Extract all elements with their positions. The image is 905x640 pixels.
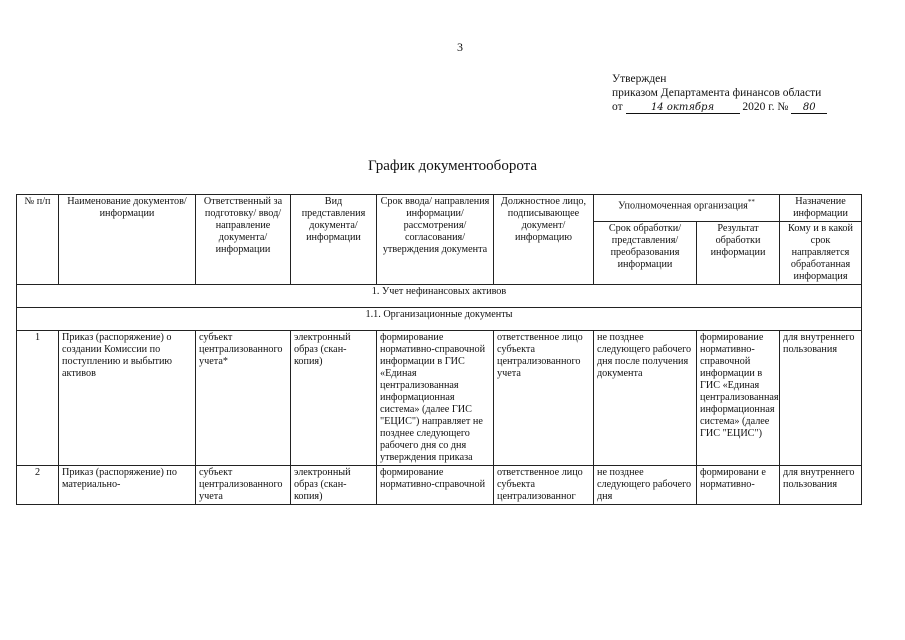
row-result: формирование нормативно-справочной информации в ГИС «Единая централизованная информационная система» (далее ГИС "ЕЦИС")	[697, 331, 780, 466]
handwritten-number: 80	[791, 102, 827, 114]
document-title: График документооборота	[367, 158, 538, 174]
row-name: Приказ (распоряжение) по материально-	[59, 466, 196, 505]
table-row	[17, 331, 862, 466]
section-title: 1. Учет нефинансовых активов	[17, 285, 862, 308]
approval-block	[612, 72, 827, 114]
row-recipient: для внутреннего пользования	[780, 331, 862, 466]
row-view: электронный образ (скан-копия)	[291, 466, 377, 505]
header-purpose: Назначение информации	[780, 195, 862, 222]
row-num: 2	[17, 466, 59, 505]
header-recipient: Кому и в какой срок направляется обработанная информация	[780, 222, 862, 285]
row-official: ответственное лицо субъекта централизованног	[494, 466, 594, 505]
row-official: ответственное лицо субъекта централизованного учета	[494, 331, 594, 466]
row-deadline: формирование нормативно-справочной информации в ГИС «Единая централизованная информационная система» (далее ГИС "ЕЦИС") направляет не позднее следующего рабочего дня со дня утверждения приказа	[377, 331, 494, 466]
row-processing-time: не позднее следующего рабочего дня после получения документа	[594, 331, 697, 466]
header-name: Наименование документов/ информации	[59, 195, 196, 285]
row-deadline: формирование нормативно-справочной	[377, 466, 494, 505]
header-auth-org-mark: **	[747, 198, 755, 206]
row-responsible: субъект централизованного учета*	[196, 331, 291, 466]
row-responsible: субъект централизованного учета	[196, 466, 291, 505]
header-view: Вид представления документа/ информации	[291, 195, 377, 285]
row-processing-time: не позднее следующего рабочего дня	[594, 466, 697, 505]
header-deadline: Срок ввода/ направления информации/ рассмотрения/ согласования/ утверждения документа	[377, 195, 494, 285]
header-auth-org	[594, 195, 780, 222]
date-prefix: от	[612, 101, 623, 113]
subsection-row	[17, 308, 862, 331]
subsection-title: 1.1. Организационные документы	[17, 308, 862, 331]
row-num: 1	[17, 331, 59, 466]
header-row-1	[17, 195, 862, 222]
header-responsible: Ответственный за подготовку/ ввод/ направление документа/ информации	[196, 195, 291, 285]
handwritten-date: 14 октября	[626, 102, 740, 114]
row-view: электронный образ (скан-копия)	[291, 331, 377, 466]
date-suffix: 2020 г. №	[742, 101, 789, 113]
section-row	[17, 285, 862, 308]
header-result: Результат обработки информации	[697, 222, 780, 285]
table-row	[17, 466, 862, 505]
approval-line-2: приказом Департамента финансов области	[612, 87, 822, 99]
approval-date-line	[612, 100, 827, 114]
page-number: 3	[457, 40, 463, 54]
row-name: Приказ (распоряжение) о создании Комиссии по поступлению и выбытию активов	[59, 331, 196, 466]
row-result: формировани е нормативно-	[697, 466, 780, 505]
row-recipient: для внутреннего пользования	[780, 466, 862, 505]
document-flow-table	[16, 194, 862, 505]
header-num: № п/п	[17, 195, 59, 285]
header-processing-time: Срок обработки/ представления/ преобразования информации	[594, 222, 697, 285]
header-official: Должностное лицо, подписывающее документ/ информацию	[494, 195, 594, 285]
header-auth-org-label: Уполномоченная организация	[618, 200, 748, 212]
approval-line-1: Утвержден	[612, 73, 667, 85]
